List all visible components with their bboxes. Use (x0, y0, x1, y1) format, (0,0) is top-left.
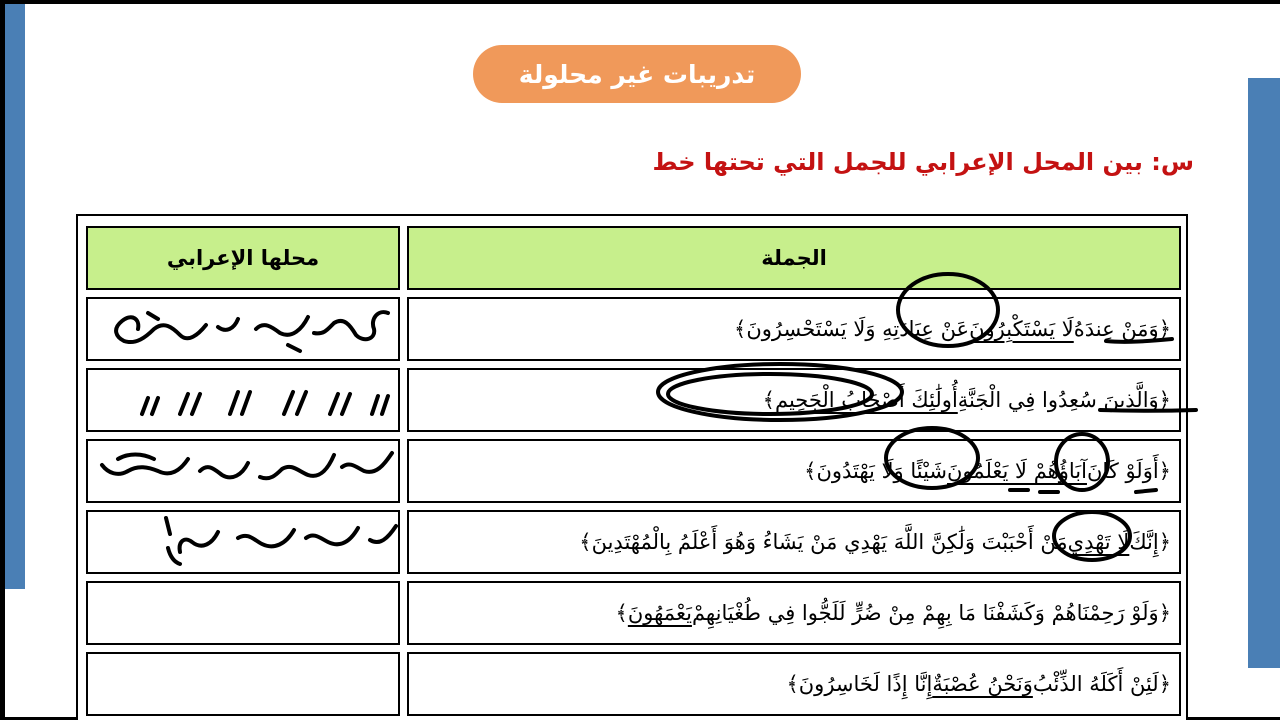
sentence-underlined: يَعْمَهُونَ (627, 601, 692, 625)
answer-cell[interactable] (86, 581, 400, 645)
sentence-post: شَيْئًا وَلَا يَهْتَدُونَ﴾ (804, 459, 948, 483)
sentence-cell (407, 439, 1181, 503)
sentence-pre: ﴿لَئِنْ أَكَلَهُ الذِّئْبُ (1032, 672, 1171, 696)
sentence-underlined: وَنَحْنُ عُصْبَةٌ (932, 672, 1033, 696)
page-title: تدريبات غير محلولة (473, 45, 801, 103)
sentence-post: عَنْ عِبَادَتِهِ وَلَا يَسْتَحْسِرُونَ﴾ (734, 317, 970, 341)
answer-cell[interactable] (86, 439, 400, 503)
left-accent-bar (5, 4, 25, 589)
question-text: س: بين المحل الإعرابي للجمل التي تحتها خط (652, 148, 1194, 176)
sentence-cell (407, 510, 1181, 574)
sentence-cell (407, 581, 1181, 645)
sentence-pre: ﴿وَمَنْ عِندَهُ (1073, 317, 1171, 341)
sentence-underlined: لَا تَهْدِي (1067, 530, 1130, 554)
sentence-cell (407, 652, 1181, 716)
frame-top-border (0, 0, 1280, 4)
ditto-marks (88, 370, 400, 432)
sentence-underlined: أُولَٰئِكَ أَصْحَابُ الْجَحِيمِ (774, 388, 958, 412)
right-accent-bar (1248, 78, 1280, 668)
exercise-table (76, 214, 1188, 720)
sentence-post: ﴾ (762, 388, 775, 412)
sentence-underlined: لَا يَسْتَكْبِرُونَ (969, 317, 1074, 341)
answer-cell[interactable] (86, 652, 400, 716)
sentence-pre: ﴿وَالَّذِينَ سُعِدُوا فِي الْجَنَّةِ (957, 388, 1171, 412)
sentence-post: إِنَّا إِذًا لَخَاسِرُونَ﴾ (786, 672, 933, 696)
answer-cell[interactable] (86, 510, 400, 574)
sentence-underlined: آبَاؤُهُمْ لَا يَعْلَمُونَ (947, 459, 1087, 483)
header-sentence: الجملة (407, 226, 1181, 290)
sentence-cell (407, 368, 1181, 432)
sentence-pre: ﴿وَلَوْ رَحِمْنَاهُمْ وَكَشَفْنَا مَا بِهِمْ مِنْ ضُرٍّ لَلَجُّوا فِي طُغْيَانِهِمْ (691, 601, 1171, 625)
handwritten-answer (88, 441, 400, 503)
sentence-post: مَنْ أَحْبَبْتَ وَلَٰكِنَّ اللَّهَ يَهْدِي مَنْ يَشَاءُ وَهُوَ أَعْلَمُ بِالْمُهْتَدِينَ﴾ (579, 530, 1068, 554)
sentence-cell (407, 297, 1181, 361)
sentence-pre: ﴿إِنَّكَ (1129, 530, 1171, 554)
header-position: محلها الإعرابي (86, 226, 400, 290)
handwritten-answer (88, 512, 400, 574)
sentence-pre: ﴿أَوَلَوْ كَانَ (1086, 459, 1171, 483)
handwritten-answer (88, 299, 400, 361)
answer-cell[interactable] (86, 368, 400, 432)
answer-cell[interactable] (86, 297, 400, 361)
sentence-post: ﴾ (615, 601, 628, 625)
